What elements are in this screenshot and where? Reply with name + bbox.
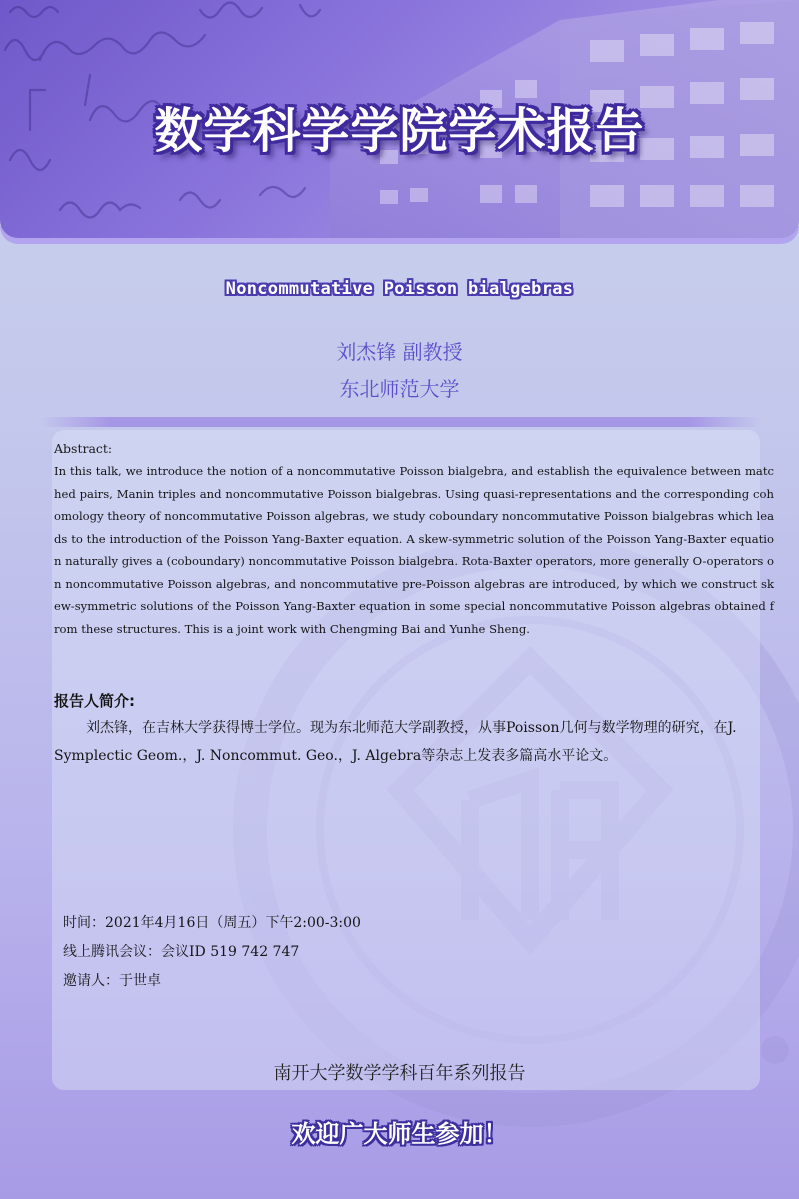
- info-time: 时间：2021年4月16日（周五）下午2:00-3:00: [63, 915, 361, 931]
- section-divider: [40, 417, 760, 427]
- header-banner: [0, 0, 799, 238]
- info-host: 邀请人：于世卓: [63, 973, 161, 989]
- speaker-name: 刘杰锋 副教授: [336, 340, 463, 364]
- talk-title: Noncommutative Poisson bialgebras: [225, 279, 574, 299]
- speaker-affiliation: 东北师范大学: [339, 377, 460, 401]
- welcome-banner: 欢迎广大师生参加！: [291, 1120, 508, 1148]
- header-title: 数学科学学院学术报告: [154, 103, 645, 159]
- series-line: 南开大学数学学科百年系列报告: [273, 1063, 526, 1084]
- bio-text: 刘杰锋，在吉林大学获得博士学位。现为东北师范大学副教授，从事Poisson几何与数学物理的研究，在J. Symplectic Geom.，J. Noncommut. Geo.，J. Algebra等杂志上发表多篇高水平论文。: [54, 720, 737, 764]
- abstract-label: Abstract:: [54, 441, 113, 456]
- bio-heading: 报告人简介:: [54, 692, 135, 710]
- abstract-text: In this talk, we introduce the notion of a noncommutative Poisson bialgebra, and establish the equivalence between matched pairs, Manin triples and noncommutative Poisson bialgebras. Using quasi-representations and the corresponding cohomology theory of noncommutative Poisson algebras, we study coboundary noncommutative Poisson bialgebras which leads to the introduction of the Poisson Yang-Baxter equation. A skew-symmetric solution of the Poisson Yang-Baxter equation naturally gives a (coboundary) noncommutative Poisson bialgebra. Rota-Baxter operators, more generally O-operators on noncommutative Poisson algebras, and noncommutative pre-Poisson algebras are introduced, by which we construct skew-symmetric solutions of the Poisson Yang-Baxter equation in some special noncommutative Poisson algebras obtained from these structures. This is a joint work with Chengming Bai and Yunhe Sheng.: [54, 464, 774, 636]
- info-meeting: 线上腾讯会议：会议ID 519 742 747: [63, 944, 300, 960]
